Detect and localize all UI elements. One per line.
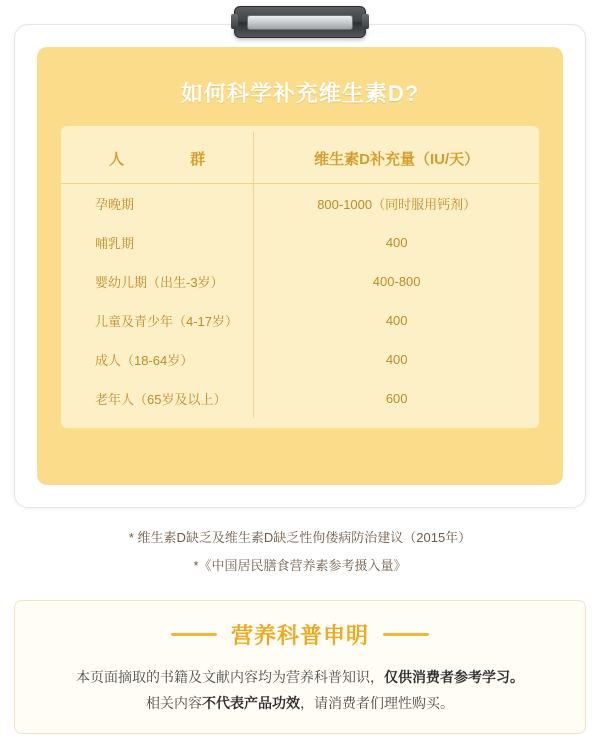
binder-clip-left-ear: [231, 14, 238, 29]
column-header-group: 人 群: [61, 132, 254, 184]
statement-line-1-text: 本页面摘取的书籍及文献内容均为营养科普知识，: [76, 669, 384, 685]
cell-amount: 400-800: [372, 274, 421, 289]
statement-line-2-prefix: 相关内容: [146, 695, 202, 711]
cell-group: 老年人（65岁及以上）: [61, 379, 254, 418]
statement-line-1: [35, 664, 565, 690]
table-body: [61, 184, 539, 419]
statement-title: 营养科普申明: [230, 623, 369, 648]
table-row: [61, 379, 539, 418]
cell-group: 哺乳期: [61, 223, 254, 262]
table-row: [61, 184, 539, 224]
content-board: [14, 24, 586, 508]
statement-line-2-bold: 不代表产品功效: [202, 695, 300, 711]
left-rule-icon: [171, 633, 217, 636]
table-row: [61, 340, 539, 379]
statement-title-row: [35, 619, 565, 650]
vitamin-d-table: [61, 132, 539, 418]
statement-line-2: [35, 690, 565, 716]
right-rule-icon: [383, 633, 429, 636]
footnote-2: *《中国居民膳食营养素参考摄入量》: [193, 558, 407, 573]
binder-clip-icon: [234, 6, 366, 38]
binder-clip-inner-bar: [247, 15, 353, 30]
table-header-row: [61, 132, 539, 184]
footnote-1: * 维生素D缺乏及维生素D缺乏性佝偻病防治建议（2015年）: [128, 530, 472, 545]
statement-line-1-bold: 仅供消费者参考学习。: [384, 669, 524, 685]
cell-amount: 400: [385, 352, 408, 367]
footnotes: [0, 524, 600, 580]
table-row: [61, 262, 539, 301]
page-title: 如何科学补充维生素D?: [180, 81, 420, 106]
cell-amount: 800-1000（同时服用钙剂）: [317, 197, 477, 212]
yellow-panel: [37, 47, 563, 485]
cell-amount: 600: [385, 391, 408, 406]
cell-group: 儿童及青少年（4-17岁）: [61, 301, 254, 340]
statement-line-2-suffix: ，请消费者们理性购买。: [300, 695, 454, 711]
binder-clip-right-ear: [362, 14, 369, 29]
cell-group: 孕晚期: [61, 184, 254, 224]
cell-group: 成人（18-64岁）: [61, 340, 254, 379]
cell-group: 婴幼儿期（出生-3岁）: [61, 262, 254, 301]
statement-box: [14, 600, 586, 734]
cell-amount: 400: [385, 313, 408, 328]
vitamin-table-card: [61, 126, 539, 428]
binder-clip-area: [0, 6, 600, 44]
table-row: [61, 223, 539, 262]
cell-amount: 400: [385, 235, 408, 250]
table-row: [61, 301, 539, 340]
column-header-amount: 维生素D补充量（IU/天）: [254, 132, 539, 184]
